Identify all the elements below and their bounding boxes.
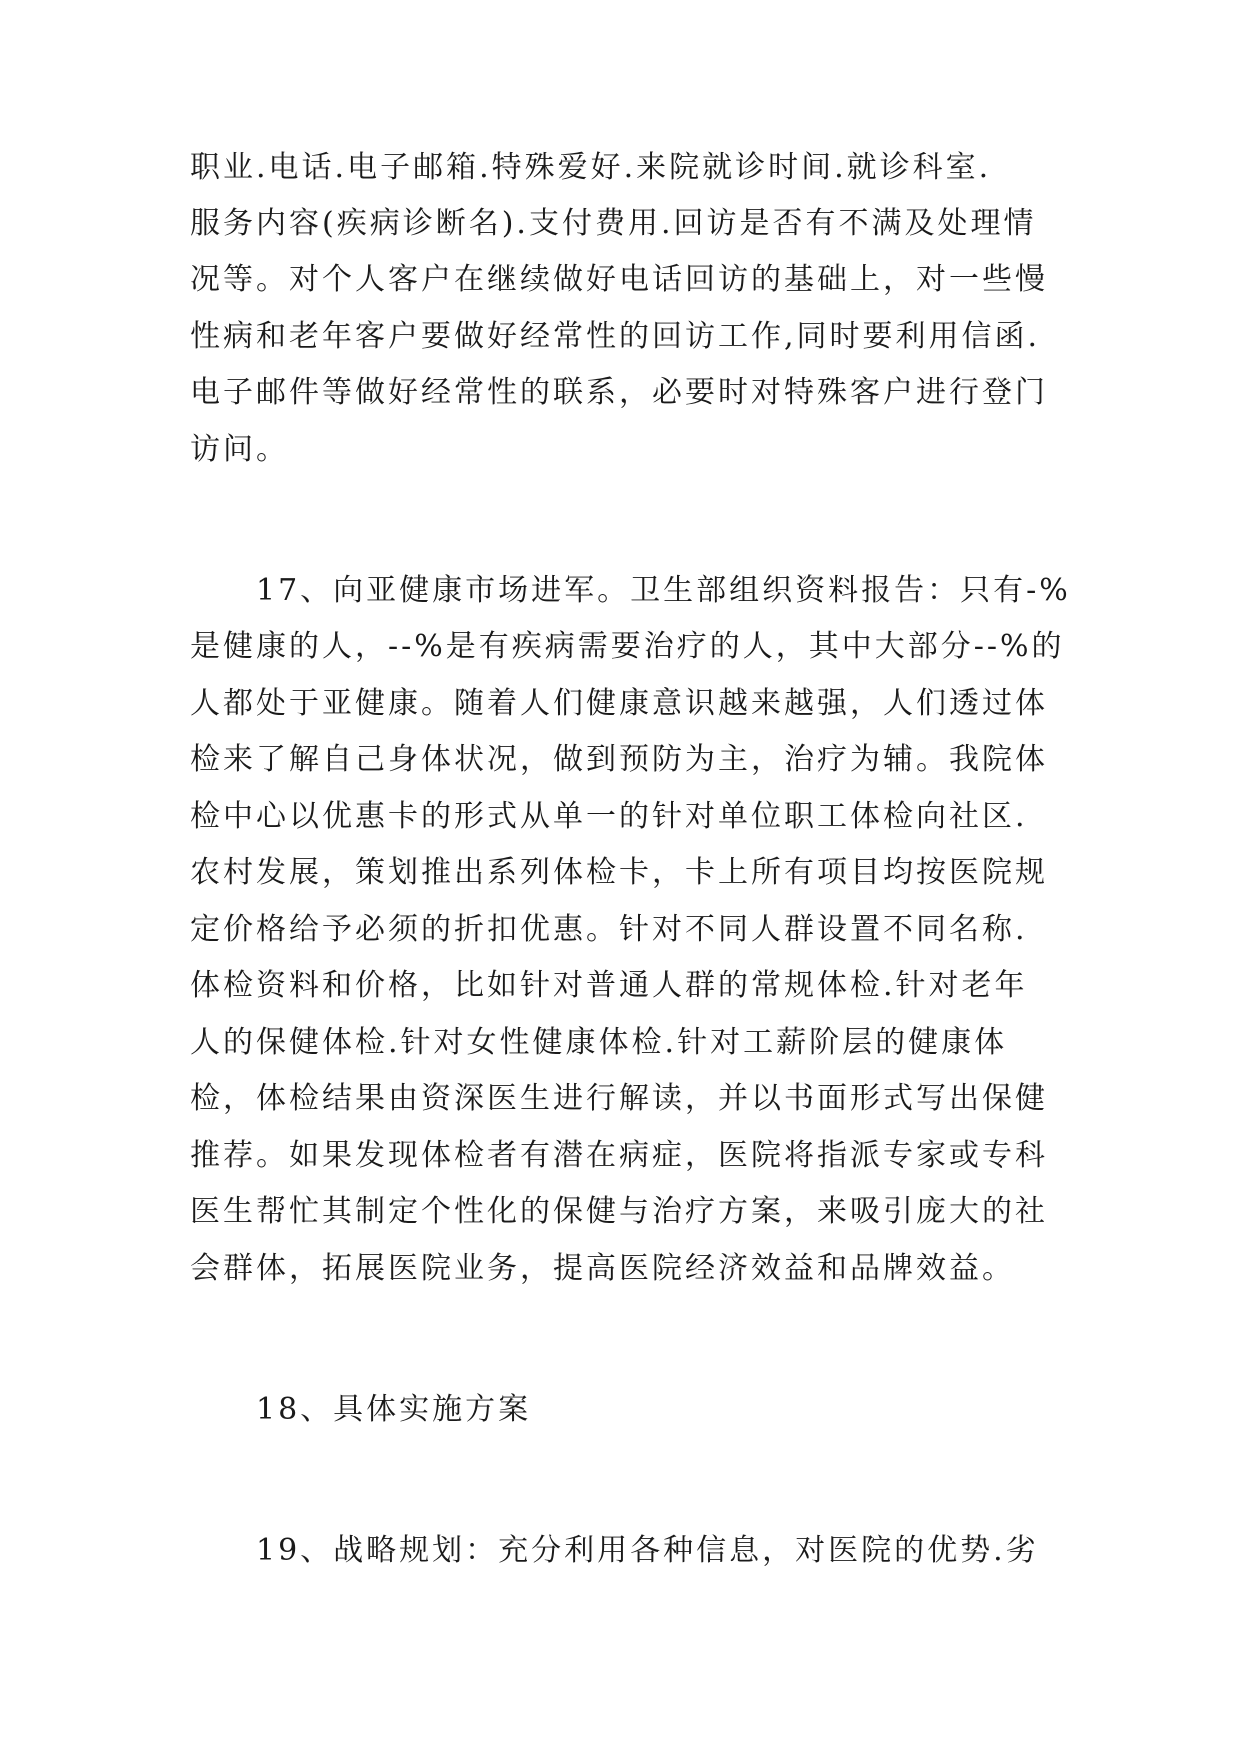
text-line: 电子邮件等做好经常性的联系，必要时对特殊客户进行登门 (190, 375, 1048, 410)
text-line: 检来了解自己身体状况，做到预防为主，治疗为辅。我院体 (190, 742, 1048, 777)
text-line: 是健康的人，--%是有疾病需要治疗的人，其中大部分--%的 (190, 629, 1065, 664)
text-line: 医生帮忙其制定个性化的保健与治疗方案，来吸引庞大的社 (190, 1194, 1048, 1229)
paragraph-17-heading-line: 17、向亚健康市场进军。卫生部组织资料报告：只有-% (256, 573, 1071, 608)
text-line: 人的保健体检.针对女性健康体检.针对工薪阶层的健康体 (190, 1025, 1008, 1060)
text-line: 职业.电话.电子邮箱.特殊爱好.来院就诊时间.就诊科室. (190, 150, 992, 185)
text-line: 会群体，拓展医院业务，提高医院经济效益和品牌效益。 (190, 1251, 1015, 1286)
text-line: 人都处于亚健康。随着人们健康意识越来越强，人们透过体 (190, 686, 1048, 721)
paragraph-18-heading: 18、具体实施方案 (256, 1392, 532, 1427)
text-line: 访问。 (190, 432, 289, 467)
text-line: 体检资料和价格，比如针对普通人群的常规体检.针对老年 (190, 968, 1028, 1003)
text-line: 农村发展，策划推出系列体检卡，卡上所有项目均按医院规 (190, 855, 1048, 890)
text-line: 检中心以优惠卡的形式从单一的针对单位职工体检向社区. (190, 799, 1028, 834)
text-line: 检，体检结果由资深医生进行解读，并以书面形式写出保健 (190, 1081, 1048, 1116)
text-line: 性病和老年客户要做好经常性的回访工作,同时要利用信函. (190, 319, 1041, 354)
text-line: 况等。对个人客户在继续做好电话回访的基础上，对一些慢 (190, 262, 1048, 297)
text-line: 定价格给予必须的折扣优惠。针对不同人群设置不同名称. (190, 912, 1028, 947)
text-line: 推荐。如果发现体检者有潜在病症，医院将指派专家或专科 (190, 1138, 1048, 1173)
text-line: 服务内容(疾病诊断名).支付费用.回访是否有不满及处理情 (190, 206, 1037, 241)
paragraph-19-heading-line: 19、战略规划：充分利用各种信息，对医院的优势.劣 (256, 1533, 1039, 1568)
